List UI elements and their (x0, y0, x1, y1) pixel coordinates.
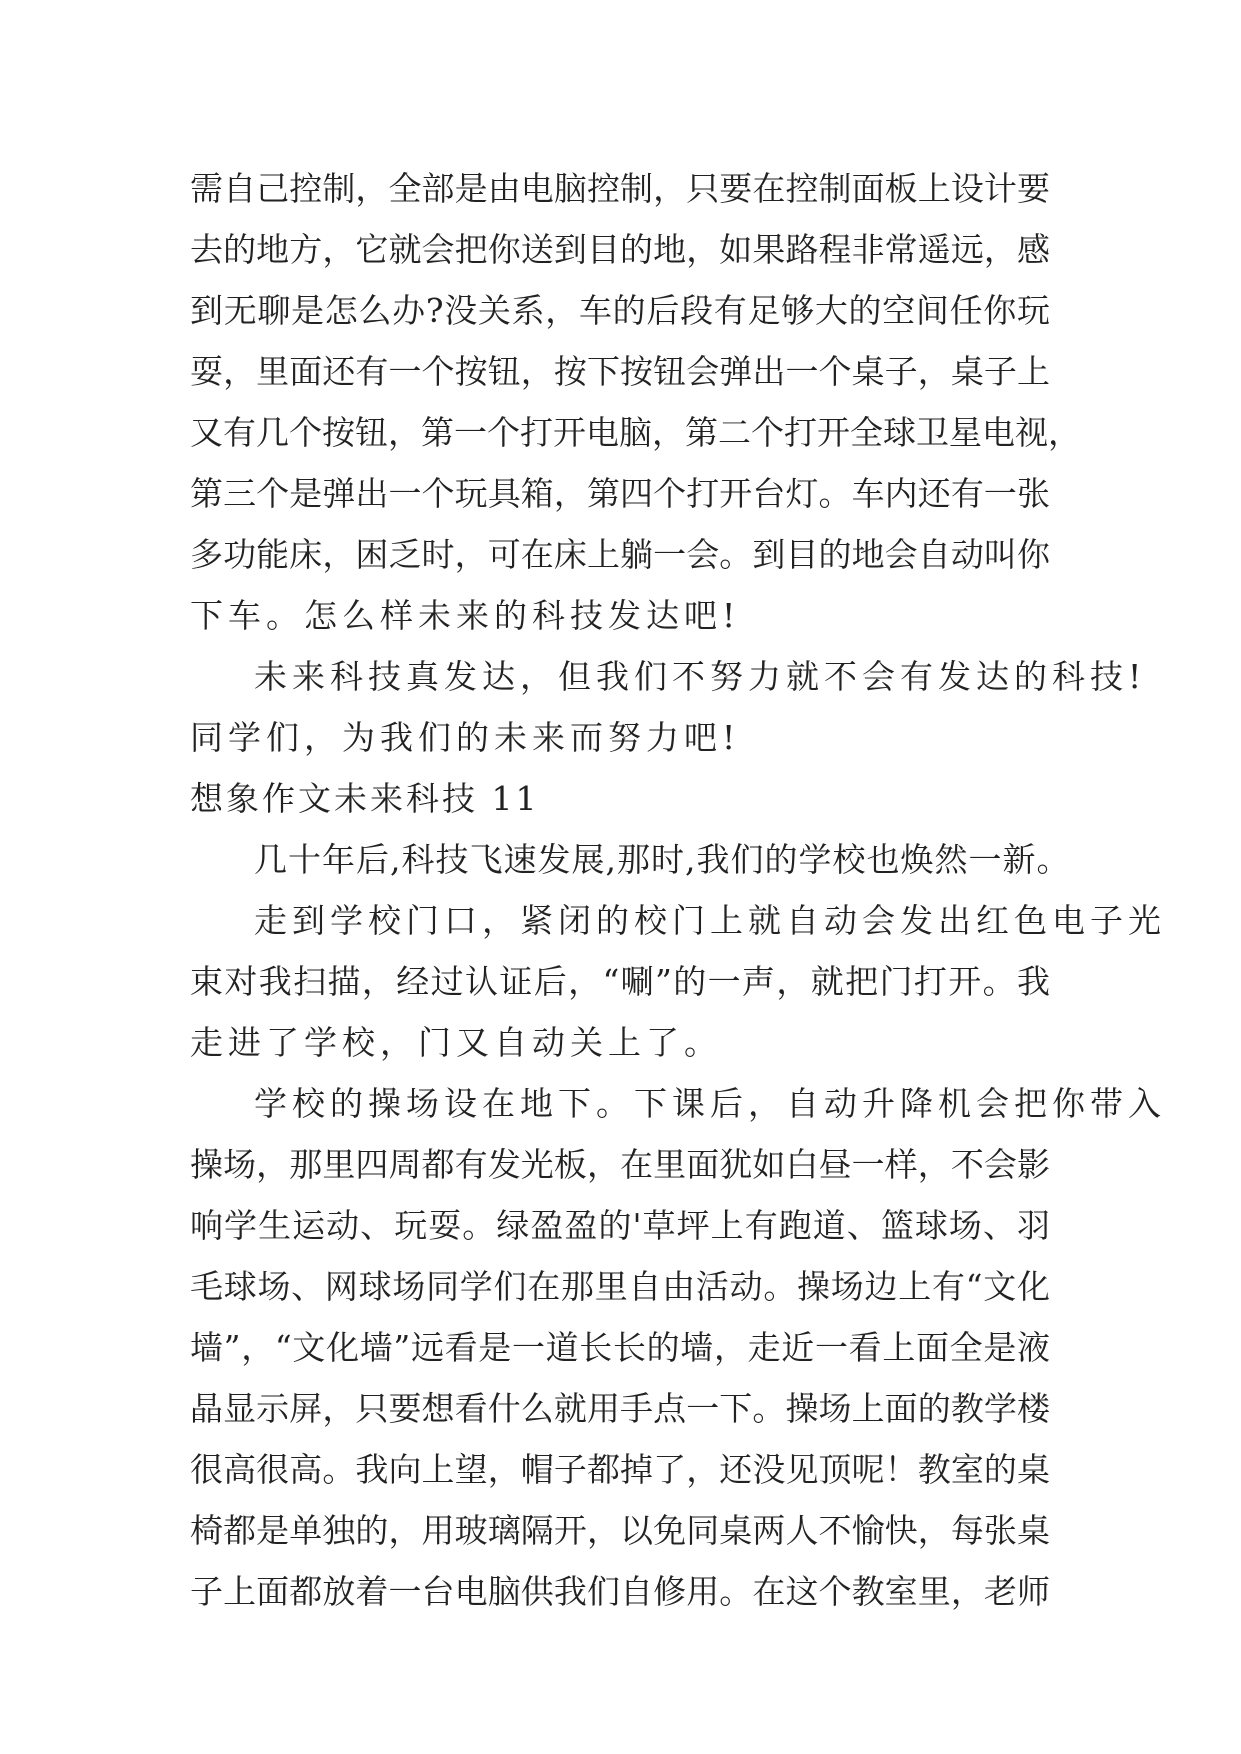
text-line: 走到学校门口，紧闭的校门上就自动会发出红色电子光 (254, 901, 1166, 940)
text-line: 响学生运动、玩耍。绿盈盈的'草坪上有跑道、篮球场、羽 (190, 1206, 1050, 1245)
text-line: 耍，里面还有一个按钮，按下按钮会弹出一个桌子，桌子上 (190, 352, 1050, 391)
text-line: 几十年后,科技飞速发展,那时,我们的学校也焕然一新。 (254, 840, 1071, 879)
text-line: 多功能床，困乏时，可在床上躺一会。到目的地会自动叫你 (190, 535, 1050, 574)
text-line: 晶显示屏，只要想看什么就用手点一下。操场上面的教学楼 (190, 1389, 1050, 1428)
paragraph-5 (190, 1073, 1166, 1622)
document-body (190, 158, 1166, 1622)
text-line: 第三个是弹出一个玩具箱，第四个打开台灯。车内还有一张 (190, 474, 1050, 513)
text-line: 去的地方，它就会把你送到目的地，如果路程非常遥远，感 (190, 230, 1050, 269)
text-line: 需自己控制，全部是由电脑控制，只要在控制面板上设计要 (190, 169, 1050, 208)
text-line: 下车。怎么样未来的科技发达吧! (190, 596, 741, 635)
paragraph-2 (190, 646, 1147, 768)
text-line: 毛球场、网球场同学们在那里自由活动。操场边上有“文化 (190, 1267, 1050, 1306)
text-line: 操场，那里四周都有发光板，在里面犹如白昼一样，不会影 (190, 1145, 1050, 1184)
paragraph-4 (190, 890, 1166, 1073)
paragraph-1 (190, 158, 1081, 646)
text-line: 未来科技真发达，但我们不努力就不会有发达的科技! (254, 657, 1147, 696)
text-line: 学校的操场设在地下。下课后，自动升降机会把你带入 (254, 1084, 1166, 1123)
text-line: 走进了学校，门又自动关上了。 (190, 1023, 722, 1062)
text-line: 到无聊是怎么办?没关系，车的后段有足够大的空间任你玩 (190, 291, 1050, 330)
section-heading: 想象作文未来科技 11 (190, 779, 540, 818)
text-line: 很高很高。我向上望，帽子都掉了，还没见顶呢！教室的桌 (190, 1450, 1050, 1489)
paragraph-3 (190, 829, 1071, 890)
text-line: 束对我扫描，经过认证后，“唰”的一声，就把门打开。我 (190, 962, 1050, 1001)
text-line: 墙”，“文化墙”远看是一道长长的墙，走近一看上面全是液 (190, 1328, 1050, 1367)
text-line: 又有几个按钮，第一个打开电脑，第二个打开全球卫星电视， (190, 413, 1081, 452)
text-line: 子上面都放着一台电脑供我们自修用。在这个教室里，老师 (190, 1572, 1050, 1611)
text-line: 同学们，为我们的未来而努力吧! (190, 718, 741, 757)
text-line: 椅都是单独的，用玻璃隔开，以免同桌两人不愉快，每张桌 (190, 1511, 1050, 1550)
